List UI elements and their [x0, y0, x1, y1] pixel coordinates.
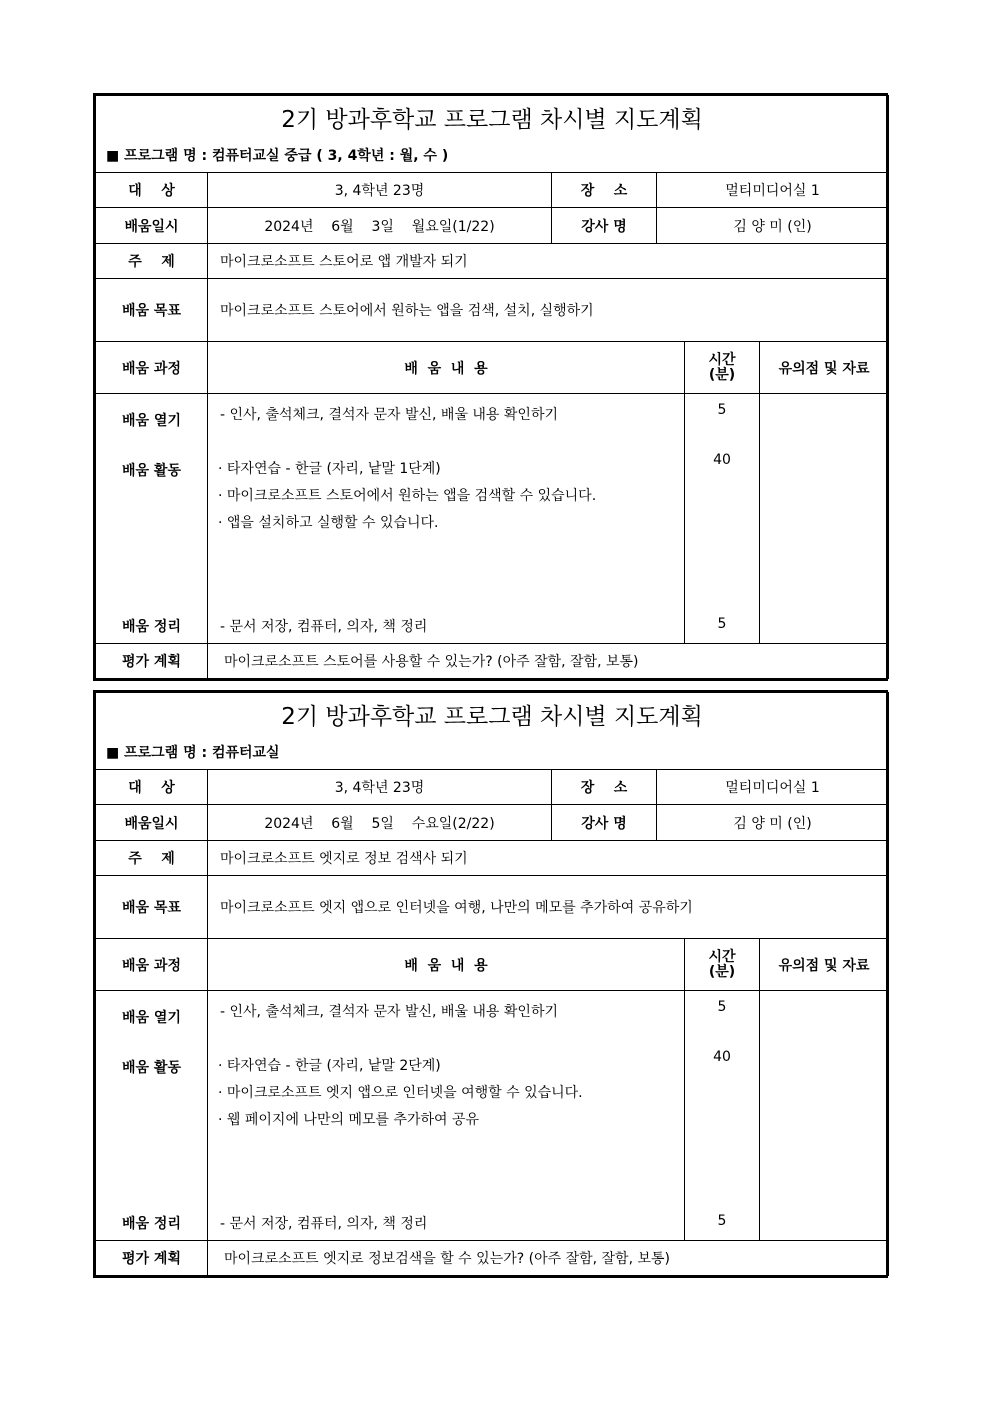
- topic-label: 주 제: [96, 244, 208, 279]
- time-open: 5: [717, 999, 727, 1015]
- step-activity: 배움 활동: [122, 1060, 181, 1076]
- topic-value: 마이크로소프트 스토어로 앱 개발자 되기: [208, 244, 889, 279]
- step-close: 배움 정리: [122, 619, 181, 635]
- notes-cell: [760, 991, 889, 1241]
- target-value: 3, 4학년 23명: [208, 770, 552, 805]
- time-header-line1: 시간: [708, 948, 736, 965]
- activity-list: [218, 456, 678, 537]
- target-label: 대 상: [96, 770, 208, 805]
- eval-value: 마이크로소프트 엣지로 정보검색을 할 수 있는가? (아주 잘함, 잘함, 보통): [208, 1241, 889, 1276]
- goal-label: 배움 목표: [96, 876, 208, 939]
- time-close: 5: [717, 616, 727, 632]
- content-header: 배 움 내 용: [208, 342, 685, 394]
- time-header-line2: (분): [708, 366, 736, 383]
- lesson-plan-2: [93, 690, 888, 1278]
- time-close: 5: [717, 1213, 727, 1229]
- activity-item: · 웹 페이지에 나만의 메모를 추가하여 공유: [218, 1112, 480, 1128]
- activity-item: · 마이크로소프트 엣지 앱으로 인터넷을 여행할 수 있습니다.: [218, 1085, 583, 1101]
- teacher-label: 강사 명: [552, 208, 657, 244]
- activity-list: [218, 1053, 678, 1134]
- activity-item: · 마이크로소프트 스토어에서 원하는 앱을 검색할 수 있습니다.: [218, 488, 597, 504]
- date-value: 2024년 6월 3일 월요일(1/22): [208, 208, 552, 244]
- process-header: 배움 과정: [96, 342, 208, 394]
- lesson-plan-table: [95, 95, 889, 679]
- place-value: 멀티미디어실 1: [657, 770, 889, 805]
- process-times: [685, 394, 760, 644]
- content-header: 배 움 내 용: [208, 939, 685, 991]
- time-open: 5: [717, 402, 727, 418]
- step-open: 배움 열기: [122, 413, 181, 429]
- lesson-plan-1: [93, 93, 888, 681]
- date-label: 배움일시: [96, 208, 208, 244]
- plan-title: 2기 방과후학교 프로그램 차시별 지도계획: [96, 96, 889, 139]
- process-times: [685, 991, 760, 1241]
- teacher-value: 김 양 미 (인): [657, 208, 889, 244]
- teacher-label: 강사 명: [552, 805, 657, 841]
- eval-label: 평가 계획: [96, 644, 208, 679]
- program-name: ■ 프로그램 명 : 컴퓨터교실 중급 ( 3, 4학년 : 월, 수 ): [96, 138, 889, 173]
- step-close: 배움 정리: [122, 1216, 181, 1232]
- process-steps: [96, 394, 208, 644]
- target-label: 대 상: [96, 173, 208, 208]
- notes-header: 유의점 및 자료: [760, 342, 889, 394]
- program-name: ■ 프로그램 명 : 컴퓨터교실: [96, 735, 889, 770]
- close-text: - 문서 저장, 컴퓨터, 의자, 책 정리: [220, 1216, 428, 1232]
- goal-value: 마이크로소프트 엣지 앱으로 인터넷을 여행, 나만의 메모를 추가하여 공유하기: [208, 876, 889, 939]
- eval-label: 평가 계획: [96, 1241, 208, 1276]
- open-text: - 인사, 출석체크, 결석자 문자 발신, 배울 내용 확인하기: [220, 1004, 559, 1020]
- activity-item: · 타자연습 - 한글 (자리, 낱말 2단계): [218, 1058, 441, 1074]
- date-label: 배움일시: [96, 805, 208, 841]
- goal-label: 배움 목표: [96, 279, 208, 342]
- close-text: - 문서 저장, 컴퓨터, 의자, 책 정리: [220, 619, 428, 635]
- time-header-line1: 시간: [708, 351, 736, 368]
- step-activity: 배움 활동: [122, 463, 181, 479]
- process-steps: [96, 991, 208, 1241]
- lesson-plan-table: [95, 692, 889, 1276]
- step-open: 배움 열기: [122, 1010, 181, 1026]
- process-content: [208, 991, 685, 1241]
- target-value: 3, 4학년 23명: [208, 173, 552, 208]
- teacher-value: 김 양 미 (인): [657, 805, 889, 841]
- process-header: 배움 과정: [96, 939, 208, 991]
- plan-title: 2기 방과후학교 프로그램 차시별 지도계획: [96, 693, 889, 736]
- time-header-line2: (분): [708, 963, 736, 980]
- time-header: [685, 342, 760, 394]
- date-value: 2024년 6월 5일 수요일(2/22): [208, 805, 552, 841]
- time-header: [685, 939, 760, 991]
- activity-item: · 타자연습 - 한글 (자리, 낱말 1단계): [218, 461, 441, 477]
- topic-value: 마이크로소프트 엣지로 정보 검색사 되기: [208, 841, 889, 876]
- topic-label: 주 제: [96, 841, 208, 876]
- notes-header: 유의점 및 자료: [760, 939, 889, 991]
- eval-value: 마이크로소프트 스토어를 사용할 수 있는가? (아주 잘함, 잘함, 보통): [208, 644, 889, 679]
- place-label: 장 소: [552, 173, 657, 208]
- goal-value: 마이크로소프트 스토어에서 원하는 앱을 검색, 설치, 실행하기: [208, 279, 889, 342]
- process-content: [208, 394, 685, 644]
- activity-item: · 앱을 설치하고 실행할 수 있습니다.: [218, 515, 439, 531]
- notes-cell: [760, 394, 889, 644]
- open-text: - 인사, 출석체크, 결석자 문자 발신, 배울 내용 확인하기: [220, 407, 559, 423]
- time-activity: 40: [713, 1049, 731, 1065]
- time-activity: 40: [713, 452, 731, 468]
- place-value: 멀티미디어실 1: [657, 173, 889, 208]
- place-label: 장 소: [552, 770, 657, 805]
